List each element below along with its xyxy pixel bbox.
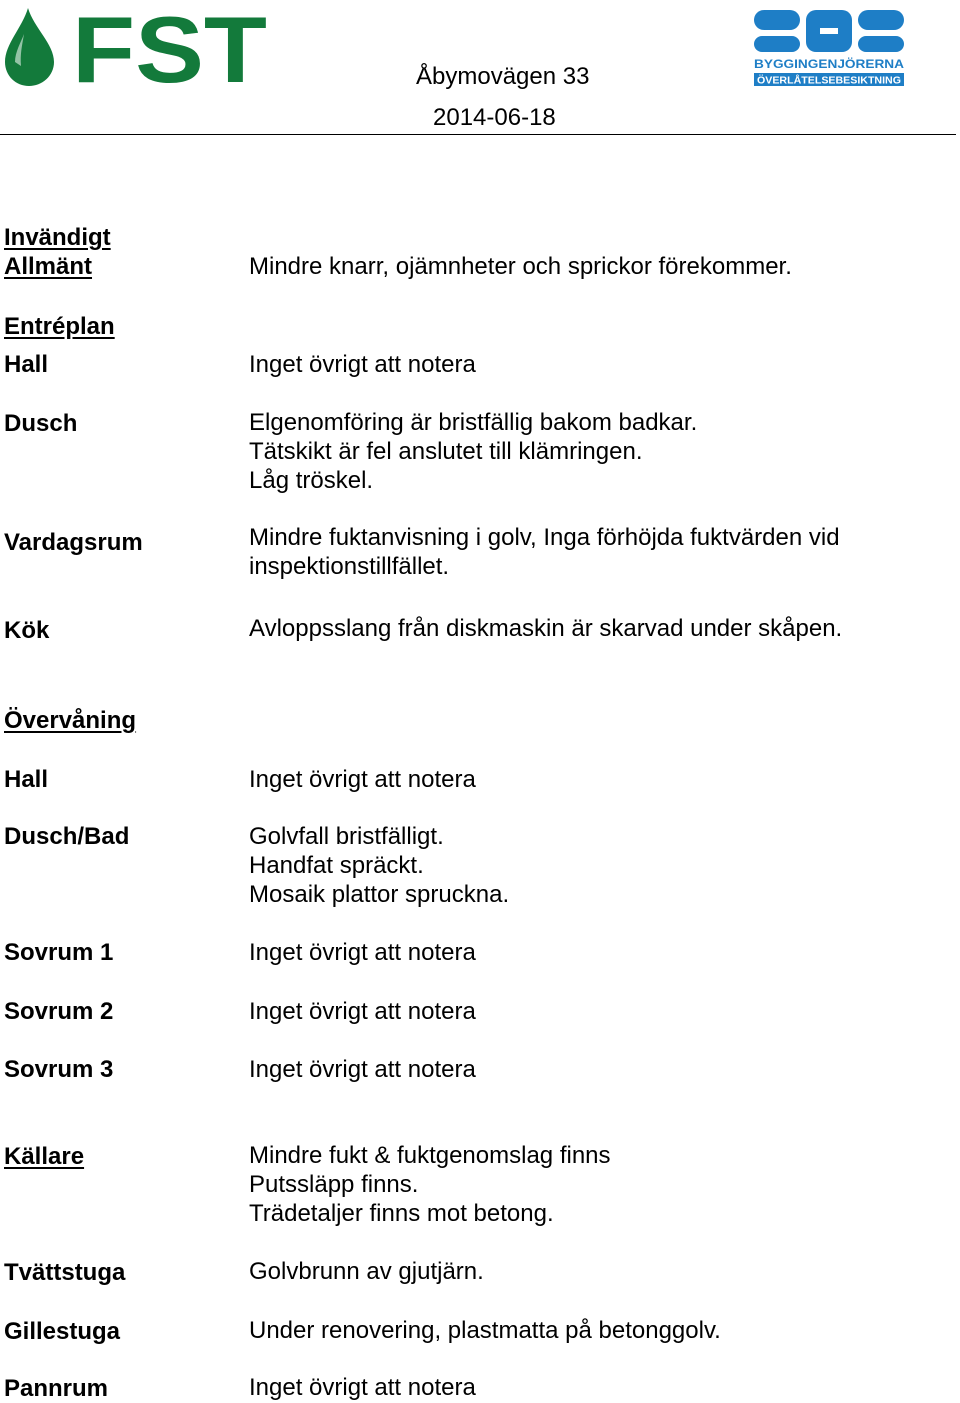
room-notes-sovrum-3 — [249, 1055, 949, 1084]
room-notes-vardagsrum — [249, 523, 949, 581]
text-line: Inget övrigt att notera — [249, 998, 476, 1025]
room-label-hall-upper: Hall — [4, 766, 49, 793]
text-line: Golvfall bristfälligt. — [249, 823, 444, 850]
room-label-tvattstuga: Tvättstuga — [4, 1259, 126, 1286]
text-line: Handfat spräckt. — [249, 852, 424, 879]
room-label-sovrum-2: Sovrum 2 — [4, 998, 114, 1025]
section-heading-invandigt: Invändigt — [4, 224, 111, 251]
text-line: Inget övrigt att notera — [249, 351, 476, 378]
section-heading-overvaning: Övervåning — [4, 707, 137, 734]
room-notes-sovrum-1 — [249, 938, 949, 967]
text-line: Trädetaljer finns mot betong. — [249, 1200, 554, 1227]
text-line: Inget övrigt att notera — [249, 939, 476, 966]
fst-logo-text: FST — [72, 4, 267, 88]
room-label-sovrum-1: Sovrum 1 — [4, 939, 114, 966]
room-notes-dusch-bad — [249, 822, 949, 909]
fst-logo — [2, 4, 272, 88]
text-line: Avloppsslang från diskmaskin är skarvad under skåpen. — [249, 615, 843, 642]
report-date: 2014-06-18 — [433, 104, 556, 131]
text-line: Inget övrigt att notera — [249, 766, 476, 793]
text-line: Mindre knarr, ojämnheter och sprickor förekommer. — [249, 253, 792, 280]
room-label-hall: Hall — [4, 351, 49, 378]
text-line: Golvbrunn av gjutjärn. — [249, 1258, 484, 1285]
room-notes-gillestuga — [249, 1316, 949, 1345]
room-notes-kok — [249, 614, 949, 643]
text-line: Tätskikt är fel anslutet till klämringen. — [249, 438, 643, 465]
text-line: Putssläpp finns. — [249, 1171, 419, 1198]
header-divider — [0, 134, 956, 135]
address: Åbymovägen 33 — [416, 63, 590, 90]
section-heading-kallare: Källare — [4, 1143, 85, 1170]
text-line: Under renovering, plastmatta på betonggolv. — [249, 1317, 721, 1344]
text-line: Mindre fuktanvisning i golv, Inga förhöjda fuktvärden vid — [249, 524, 840, 551]
room-label-pannrum: Pannrum — [4, 1375, 109, 1402]
room-notes-hall-upper — [249, 765, 949, 794]
text-line: Elgenomföring är bristfällig bakom badkar. — [249, 409, 698, 436]
room-label-gillestuga: Gillestuga — [4, 1318, 121, 1345]
section-heading-allmant: Allmänt — [4, 253, 93, 280]
room-label-kok: Kök — [4, 617, 50, 644]
text-line: Mindre fukt & fuktgenomslag finns — [249, 1142, 611, 1169]
room-notes-tvattstuga — [249, 1257, 949, 1286]
text-line: Mosaik plattor spruckna. — [249, 881, 510, 908]
text-line: Låg tröskel. — [249, 467, 374, 494]
sbr-logo-sub: ÖVERLÅTELSEBESIKTNING — [757, 75, 893, 87]
text-line: Inget övrigt att notera — [249, 1374, 476, 1401]
room-label-sovrum-3: Sovrum 3 — [4, 1056, 114, 1083]
section-text-allmant — [249, 252, 949, 281]
sbr-logo — [752, 8, 906, 88]
room-notes-dusch — [249, 408, 949, 495]
room-label-dusch-bad: Dusch/Bad — [4, 823, 130, 850]
room-notes-hall — [249, 350, 949, 379]
text-line: Inget övrigt att notera — [249, 1056, 476, 1083]
text-line: inspektionstillfället. — [249, 553, 450, 580]
room-label-vardagsrum: Vardagsrum — [4, 529, 143, 556]
room-label-dusch: Dusch — [4, 410, 78, 437]
section-heading-entreplan: Entréplan — [4, 313, 115, 340]
room-notes-pannrum — [249, 1373, 949, 1402]
section-text-kallare — [249, 1141, 949, 1228]
sbr-logo-name: BYGGINGENJÖRERNA — [754, 57, 887, 71]
room-notes-sovrum-2 — [249, 997, 949, 1026]
